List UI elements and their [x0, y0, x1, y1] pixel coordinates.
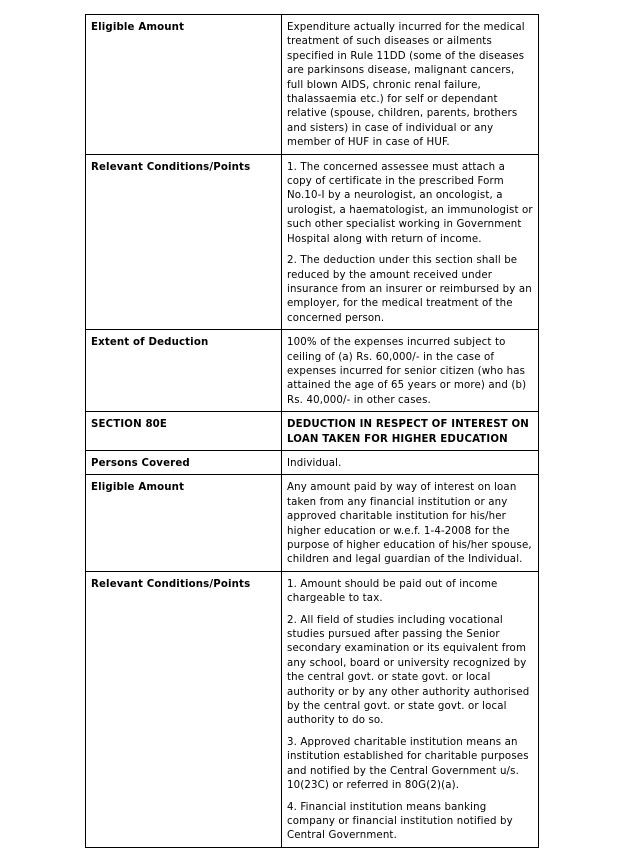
row-value [282, 154, 539, 329]
row-label: Persons Covered [86, 450, 282, 474]
row-paragraph: 2. The deduction under this section shall be reduced by the amount received under insurance from an insurer or reimbursed by an employer, for the medical treatment of the concerned person. [287, 255, 532, 324]
row-value [282, 330, 539, 412]
row-label: Eligible Amount [86, 15, 282, 155]
row-paragraph: 1. Amount should be paid out of income chargeable to tax. [287, 578, 498, 605]
row-paragraph: 100% of the expenses incurred subject to ceiling of (a) Rs. 60,000/- in the case of expenses incurred for senior citizen (who has attained the age of 65 years or more) and (b) Rs. 40,000/- in other cases. [287, 337, 527, 406]
row-paragraph: DEDUCTION IN RESPECT OF INTEREST ON LOAN TAKEN FOR HIGHER EDUCATION [287, 419, 529, 445]
row-label: SECTION 80E [86, 412, 282, 451]
row-paragraph: Any amount paid by way of interest on loan taken from any financial institution or any approved charitable institution for his/her higher education or w.e.f. 1-4-2008 for the purpose of higher education of his/her spouse, children and legal guardian of the Individual. [287, 482, 532, 566]
row-label: Relevant Conditions/Points [86, 154, 282, 329]
table-body [86, 15, 539, 848]
row-paragraph: 1. The concerned assessee must attach a copy of certificate in the prescribed Form No.10-I by a neurologist, an oncologist, a urologist, a haematologist, an immunologist or such other specialist working in Government Hospital along with return of income. [287, 161, 533, 245]
row-label: Eligible Amount [86, 475, 282, 571]
row-value [282, 475, 539, 571]
row-value [282, 450, 539, 474]
table-row [86, 475, 539, 571]
table-row [86, 450, 539, 474]
row-paragraph: Individual. [287, 457, 342, 469]
table-row [86, 154, 539, 329]
table-row [86, 15, 539, 155]
row-paragraph: 3. Approved charitable institution means an institution established for charitable purposes and notified by the Central Government u/s. 10(23C) or referred in 80G(2)(a). [287, 736, 529, 792]
row-value [282, 15, 539, 155]
row-paragraph: 2. All field of studies including vocational studies pursued after passing the Senior secondary examination or its equivalent from any school, board or university recognized by the central govt. or state govt. or local authority or by any other authority authorised by the central govt. or state govt. or local authority to do so. [287, 614, 530, 727]
deduction-table [85, 14, 539, 848]
row-paragraph: Expenditure actually incurred for the medical treatment of such diseases or ailments specified in Rule 11DD (some of the diseases are parkinsons disease, malignant cancers, full blown AIDS, chronic renal failure, thalassaemia etc.) for self or dependant relative (spouse, children, parents, brothers and sisters) in case of individual or any member of HUF in case of HUF. [287, 22, 525, 149]
table-row [86, 571, 539, 847]
row-paragraph: 4. Financial institution means banking company or financial institution notified by Central Government. [287, 801, 513, 842]
row-label: Relevant Conditions/Points [86, 571, 282, 847]
table-row [86, 330, 539, 412]
row-value [282, 571, 539, 847]
table-row [86, 412, 539, 451]
row-value [282, 412, 539, 451]
row-label: Extent of Deduction [86, 330, 282, 412]
